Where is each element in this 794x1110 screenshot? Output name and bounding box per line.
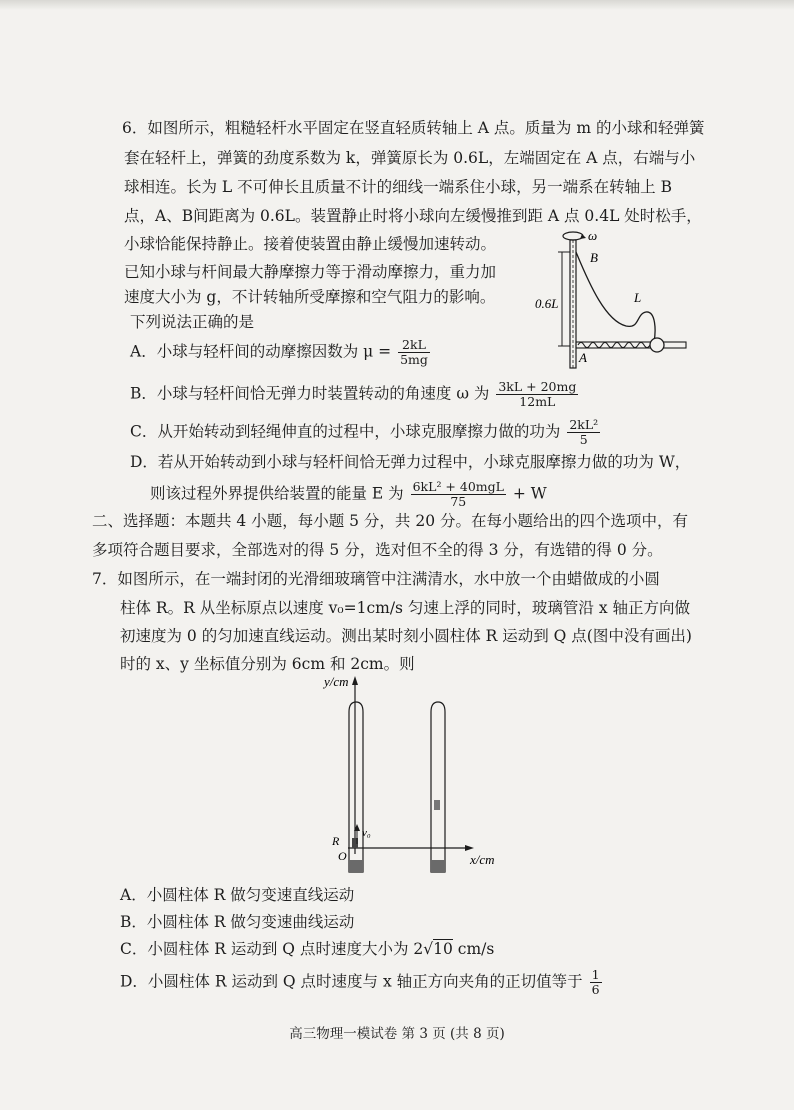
fraction-numerator: 1 (591, 967, 600, 982)
fraction-denominator: 12mL (519, 394, 556, 409)
origin-label: O (338, 849, 347, 863)
q7-option-c-text: C．小圆柱体 R 运动到 Q 点时速度大小为 2 (120, 940, 424, 958)
q6-figure (535, 226, 688, 376)
q7-line-4: 时的 x、y 坐标值分别为 6cm 和 2cm。则 (120, 655, 415, 673)
q7-option-b: B．小圆柱体 R 做匀变速曲线运动 (120, 913, 355, 931)
q6-option-d-fraction (411, 480, 506, 509)
q6-option-a-text: A．小球与轻杆间的动摩擦因数为 μ = (130, 342, 392, 361)
point-a-label: A (579, 350, 587, 365)
q7-option-c (120, 939, 494, 959)
q6-line-1: 6．如图所示，粗糙轻杆水平固定在竖直轻质转轴上 A 点。质量为 m 的小球和轻弹簧 (122, 119, 705, 137)
fraction-denominator: 75 (450, 494, 467, 509)
sqrt-icon: √ (423, 940, 434, 958)
q6-line-3: 球相连。长为 L 不可伸长且质量不计的细线一端系住小球，另一端系在转轴上 B (124, 178, 672, 196)
x-axis-label: x/cm (470, 852, 495, 867)
tube-right-stopper (431, 860, 445, 872)
distance-label: 0.6L (535, 296, 559, 311)
q7-line-3: 初速度为 0 的匀加速直线运动。测出某时刻小圆柱体 R 运动到 Q 点(图中没有画出) (120, 627, 692, 645)
q7-option-d-text: D．小圆柱体 R 运动到 Q 点时速度与 x 轴正方向夹角的正切值等于 (120, 972, 583, 991)
y-axis-label: y/cm (324, 674, 349, 689)
section2-line-2: 多项符合题目要求，全部选对的得 5 分，选对但不全的得 3 分，有选错的得 0 分。 (92, 541, 663, 559)
point-b-label: B (590, 250, 598, 265)
sqrt-radicand: 10 (433, 940, 453, 958)
q6-option-d-text: 则该过程外界提供给装置的能量 E 为 (150, 484, 404, 503)
q6-option-b-fraction (496, 380, 578, 409)
q6-line-5: 小球恰能保持静止。接着使装置由静止缓慢加速转动。 (124, 235, 497, 253)
q6-option-d-line-1: D．若从开始转动到小球与轻杆间恰无弹力过程中，小球克服摩擦力做的功为 W， (130, 453, 691, 471)
q7-figure (310, 672, 510, 882)
q6-line-4: 点，A、B间距离为 0.6L。装置静止时将小球向左缓慢推到距 A 点 0.4L 处时松手， (124, 207, 702, 225)
fraction-numerator: 2kL² (569, 417, 599, 432)
q6-line-6: 已知小球与杆间最大静摩擦力等于滑动摩擦力，重力加 (124, 263, 497, 281)
q6-option-c-text: C．从开始转动到轻绳伸直的过程中，小球克服摩擦力做的功为 (130, 422, 561, 441)
x-axis-arrow (465, 845, 474, 851)
q6-line-2: 套在轻杆上，弹簧的劲度系数为 k，弹簧原长为 0.6L，左端固定在 A 点，右端与小 (124, 149, 696, 167)
q7-option-c-unit: cm/s (452, 940, 495, 958)
q6-line-7: 速度大小为 g，不计转轴所受摩擦和空气阻力的影响。 (124, 288, 496, 306)
rotation-axis (570, 240, 576, 368)
fraction-numerator: 2kL (398, 338, 430, 353)
q6-option-a-fraction (398, 338, 430, 367)
fraction-denominator: 5mg (400, 352, 428, 367)
fraction-numerator: 3kL + 20mg (498, 379, 577, 394)
q7-line-2: 柱体 R。R 从坐标原点以速度 v₀=1cm/s 匀速上浮的同时，玻璃管沿 x 轴正方向做 (120, 599, 691, 617)
page-footer: 高三物理一模试卷 第 3 页 (共 8 页) (289, 1026, 505, 1042)
q6-line-8: 下列说法正确的是 (130, 313, 255, 331)
q6-option-c-fraction (567, 418, 600, 447)
q7-option-d-fraction (590, 968, 602, 997)
q6-option-b-text: B．小球与轻杆间恰无弹力时装置转动的角速度 ω 为 (130, 384, 490, 403)
thread-length-label: L (634, 290, 642, 305)
thread-line (576, 252, 655, 342)
rotation-arrow-icon (563, 232, 583, 240)
q7-option-d (120, 968, 604, 997)
scan-shadow (0, 0, 794, 10)
fraction-denominator: 5 (579, 432, 588, 447)
q6-option-a (130, 338, 432, 367)
small-ball (650, 338, 664, 352)
v0-label: v₀ (362, 827, 371, 839)
q6-option-d-line-2 (150, 480, 547, 509)
y-axis-arrow (352, 676, 358, 685)
fraction-numerator: 6kL² + 40mgL (412, 479, 504, 494)
q6-option-c (130, 418, 602, 447)
q6-option-d-tail: + W (512, 484, 547, 503)
q7-line-1: 7．如图所示，在一端封闭的光滑细玻璃管中注满清水，水中放一个由蜡做成的小圆 (92, 570, 660, 588)
spring (578, 343, 656, 348)
r-label: R (332, 834, 340, 848)
q7-option-a: A．小圆柱体 R 做匀变速直线运动 (120, 886, 355, 904)
section2-line-1: 二、选择题：本题共 4 小题，每小题 5 分，共 20 分。在每小题给出的四个选项中，有 (92, 512, 689, 530)
fraction-denominator: 6 (591, 982, 600, 997)
tube-left-stopper (349, 860, 363, 872)
tube-right (431, 702, 445, 872)
omega-label: ω (588, 228, 598, 243)
wax-cylinder-right (434, 800, 440, 810)
q6-option-b (130, 380, 580, 409)
